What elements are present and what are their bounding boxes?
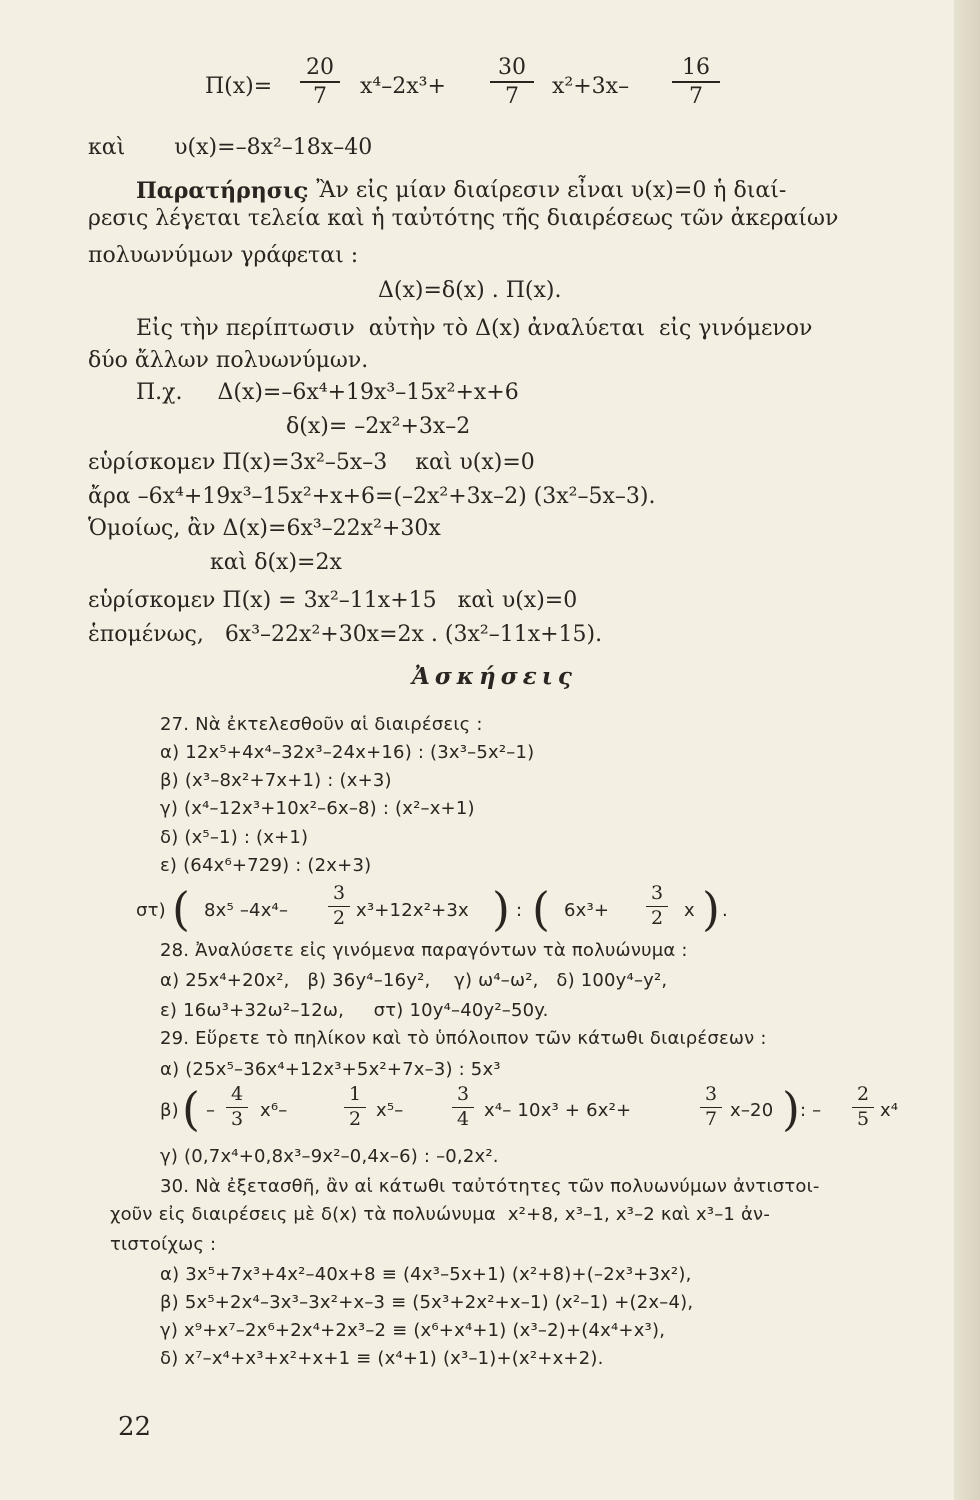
division-colon: : (516, 900, 523, 921)
fraction-numerator: 30 (498, 55, 526, 80)
exercise-30-c: γ) x⁹+x⁷–2x⁶+2x⁴+2x³–2 ≡ (x⁶+x⁴+1) (x³–2)+(4x⁴+x³), (160, 1320, 666, 1341)
close-paren: ) (702, 882, 720, 936)
exercise-30-line-2: χοῦν εἰς διαιρέσεις μὲ δ(x) τὰ πολυώνυμα x²+8, x³–1, x³–2 καὶ x³–1 ἀν- (110, 1204, 771, 1225)
exercise-29-a: α) (25x⁵–36x⁴+12x³+5x²+7x–3) : 5x³ (160, 1059, 501, 1080)
fraction-numerator: 2 (856, 1083, 870, 1105)
fraction-2-5 (852, 1085, 874, 1130)
example-line-4: ἄρα –6x⁴+19x³–15x²+x+6=(–2x²+3x–2) (3x²–5x–3). (88, 484, 656, 509)
pi-term-2: x²+3x– (552, 74, 630, 99)
exercise-29-title: 29. Εὕρετε τὸ πηλίκον καὶ τὸ ὑπόλοιπον τῶν κάτωθι διαιρέσεων : (160, 1028, 767, 1049)
exercise-27-st-label: στ) (136, 900, 166, 921)
fraction-3-2 (328, 884, 350, 929)
fraction-numerator: 3 (650, 882, 664, 904)
open-paren: ( (172, 882, 190, 936)
example-line-5: Ὁμοίως, ἂν Δ(x)=6x³–22x²+30x (88, 516, 441, 541)
exercise-29-b-term-1: x⁶– (260, 1100, 288, 1121)
exercise-27-st-term-2: x³+12x²+3x (356, 900, 469, 921)
page-edge (954, 0, 980, 1500)
exercise-27-e: ε) (64x⁶+729) : (2x+3) (160, 855, 372, 876)
fraction-denominator: 7 (505, 83, 519, 109)
example-line-2: δ(x)= –2x²+3x–2 (286, 414, 471, 439)
period: . (722, 900, 728, 921)
remainder-line: καὶ υ(x)=–8x²–18x–40 (88, 135, 373, 160)
fraction-4-3 (226, 1085, 248, 1130)
exercise-28-title: 28. Ἀναλύσετε εἰς γινόμενα παραγόντων τὰ πολυώνυμα : (160, 940, 688, 961)
case-text-line-1: Εἰς τὴν περίπτωσιν αὐτὴν τὸ Δ(x) ἀναλύεται εἰς γινόμενον (136, 316, 813, 341)
fraction-denominator: 4 (456, 1108, 470, 1131)
remark-label: Παρατήρησις (136, 178, 307, 204)
exercise-30-d: δ) x⁷–x⁴+x³+x²+x+1 ≡ (x⁴+1) (x³–1)+(x²+x+2). (160, 1348, 604, 1369)
exercise-30-line-3: τιστοίχως : (110, 1234, 217, 1255)
exercise-27-d: δ) (x⁵–1) : (x+1) (160, 827, 309, 848)
exercise-29-b-divisor: x⁴ (880, 1100, 899, 1121)
example-line-8: ἑπομένως, 6x³–22x²+30x=2x . (3x²–11x+15). (88, 622, 603, 647)
fraction-denominator: 2 (348, 1108, 362, 1131)
fraction-16-7 (672, 56, 720, 108)
remark-text-line-1: : Ἂν εἰς μίαν διαίρεσιν εἶναι υ(x)=0 ἡ διαί- (302, 178, 787, 203)
exercise-30-b: β) 5x⁵+2x⁴–3x³–3x²+x–3 ≡ (5x³+2x²+x–1) (x²–1) +(2x–4), (160, 1292, 694, 1313)
exercise-27-c: γ) (x⁴–12x³+10x²–6x–8) : (x²–x+1) (160, 798, 475, 819)
division-identity: Δ(x)=δ(x) . Π(x). (378, 278, 562, 303)
pi-term-1: x⁴–2x³+ (360, 74, 446, 99)
exercise-29-b-term-3: x⁴– 10x³ + 6x²+ (484, 1100, 632, 1121)
fraction-numerator: 20 (306, 55, 334, 80)
fraction-denominator: 7 (313, 83, 327, 109)
exercise-30-a: α) 3x⁵+7x³+4x²–40x+8 ≡ (4x³–5x+1) (x²+8)+(–2x³+3x²), (160, 1264, 692, 1285)
exercise-27-st-term-1: 8x⁵ –4x⁴– (204, 900, 289, 921)
exercise-30-line-1: 30. Νὰ ἐξετασθῆ, ἂν αἱ κάτωθι ταὐτότητες τῶν πολυωνύμων ἀντιστοι- (160, 1176, 820, 1197)
case-text-line-2: δύο ἄλλων πολυωνύμων. (88, 348, 369, 373)
fraction-3-4 (452, 1085, 474, 1130)
page-number: 22 (118, 1412, 152, 1442)
exercise-29-b-term-4: x–20 (730, 1100, 774, 1121)
exercise-27-st-term-3: 6x³+ (564, 900, 610, 921)
fraction-numerator: 3 (332, 882, 346, 904)
example-line-1: Π.χ. Δ(x)=–6x⁴+19x³–15x²+x+6 (136, 380, 519, 405)
fraction-20-7 (300, 56, 340, 108)
exercises-heading: Ἀσκήσεις (412, 663, 577, 690)
example-line-7: εὑρίσκομεν Π(x) = 3x²–11x+15 καὶ υ(x)=0 (88, 588, 578, 613)
exercise-28-line-1: α) 25x⁴+20x², β) 36y⁴–16y², γ) ω⁴–ω², δ) 100y⁴–y², (160, 970, 668, 991)
close-paren: ) (492, 882, 510, 936)
fraction-3-2 (646, 884, 668, 929)
fraction-denominator: 2 (332, 907, 346, 930)
fraction-numerator: 16 (682, 55, 710, 80)
example-line-3: εὑρίσκομεν Π(x)=3x²–5x–3 καὶ υ(x)=0 (88, 450, 535, 475)
exercise-29-c: γ) (0,7x⁴+0,8x³–9x²–0,4x–6) : –0,2x². (160, 1146, 499, 1167)
fraction-3-7 (700, 1085, 722, 1130)
exercise-29-b-term-2: x⁵– (376, 1100, 404, 1121)
fraction-denominator: 5 (856, 1108, 870, 1131)
fraction-denominator: 7 (689, 83, 703, 109)
example-line-6: καὶ δ(x)=2x (210, 550, 342, 575)
exercise-29-b-label: β) (160, 1100, 179, 1121)
fraction-numerator: 4 (230, 1083, 244, 1105)
fraction-numerator: 3 (704, 1083, 718, 1105)
pi-lhs: Π(x)= (205, 74, 273, 99)
fraction-denominator: 2 (650, 907, 664, 930)
remark-text-line-2: ρεσις λέγεται τελεία καὶ ἡ ταὐτότης τῆς διαιρέσεως τῶν ἀκεραίων (88, 206, 839, 231)
remark-text-line-3: πολυωνύμων γράφεται : (88, 243, 359, 268)
exercise-27-b: β) (x³–8x²+7x+1) : (x+3) (160, 770, 392, 791)
exercise-29-b-divisor-sign: : – (800, 1100, 822, 1121)
fraction-denominator: 7 (704, 1108, 718, 1131)
open-paren: ( (182, 1082, 200, 1136)
fraction-denominator: 3 (230, 1108, 244, 1131)
fraction-1-2 (344, 1085, 366, 1130)
minus-sign: – (206, 1100, 216, 1121)
fraction-numerator: 3 (456, 1083, 470, 1105)
fraction-30-7 (490, 56, 534, 108)
exercise-27-title: 27. Νὰ ἐκτελεσθοῦν αἱ διαιρέσεις : (160, 714, 483, 735)
exercise-27-st-term-4: x (684, 900, 695, 921)
open-paren: ( (532, 882, 550, 936)
exercise-27-a: α) 12x⁵+4x⁴–32x³–24x+16) : (3x³–5x²–1) (160, 742, 535, 763)
fraction-numerator: 1 (348, 1083, 362, 1105)
exercise-28-line-2: ε) 16ω³+32ω²–12ω, στ) 10y⁴–40y²–50y. (160, 1000, 549, 1021)
close-paren: ) (782, 1082, 800, 1136)
